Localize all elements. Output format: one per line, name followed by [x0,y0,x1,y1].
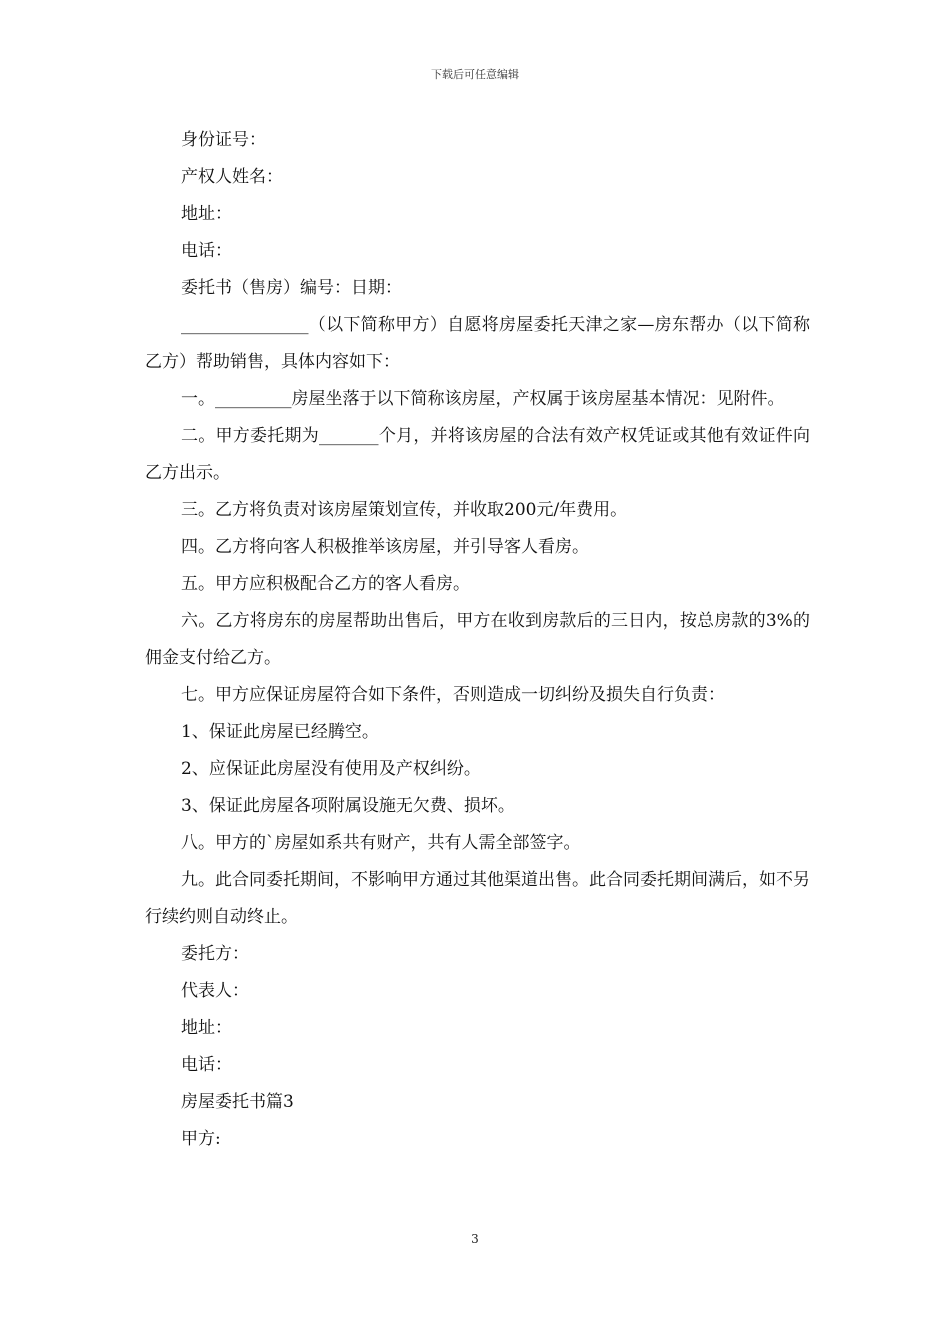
clause-7: 七。甲方应保证房屋符合如下条件，否则造成一切纠纷及损失自行负责： [181,685,725,705]
clause-8: 八。甲方的`房屋如系共有财产，共有人需全部签字。 [181,833,581,853]
clause-3: 三。乙方将负责对该房屋策划宣传，并收取200元/年费用。 [181,500,628,520]
section-title: 房屋委托书篇3 [181,1092,294,1112]
address-line: 地址： [181,204,232,224]
condition-2: 2、应保证此房屋没有使用及产权纠纷。 [181,759,481,779]
party-a-line: 甲方: [181,1129,221,1149]
clause-1: 一。_________房屋坐落于以下简称该房屋，产权属于该房屋基本情况：见附件。 [181,389,785,409]
condition-3: 3、保证此房屋各项附属设施无欠费、损坏。 [181,796,515,816]
principal-line: 委托方： [181,944,249,964]
clause-5: 五。甲方应积极配合乙方的客人看房。 [181,574,470,594]
page-number: 3 [471,1232,479,1246]
letter-number-date-line: 委托书（售房）编号：日期： [181,278,402,298]
page-header: 下载后可任意编辑 [431,68,519,81]
clause-6: 六。乙方将房东的房屋帮助出售后，甲方在收到房款后的三日内，按总房款的3%的佣金支付给乙方。 [145,611,810,668]
document-body [145,122,810,1158]
id-number-line: 身份证号： [181,130,266,150]
clause-4: 四。乙方将向客人积极推举该房屋，并引导客人看房。 [181,537,589,557]
clause-9: 九。此合同委托期间，不影响甲方通过其他渠道出售。此合同委托期间满后，如不另行续约则自动终止。 [145,870,810,927]
phone-line-2: 电话： [181,1055,232,1075]
condition-1: 1、保证此房屋已经腾空。 [181,722,379,742]
intro-paragraph: _______________（以下简称甲方）自愿将房屋委托天津之家—房东帮办（以下简称乙方）帮助销售，具体内容如下： [145,315,810,372]
owner-name-line: 产权人姓名： [181,167,283,187]
address-line-2: 地址： [181,1018,232,1038]
representative-line: 代表人： [181,981,249,1001]
clause-2: 二。甲方委托期为_______个月，并将该房屋的合法有效产权凭证或其他有效证件向乙方出示。 [145,426,810,483]
phone-line: 电话： [181,241,232,261]
